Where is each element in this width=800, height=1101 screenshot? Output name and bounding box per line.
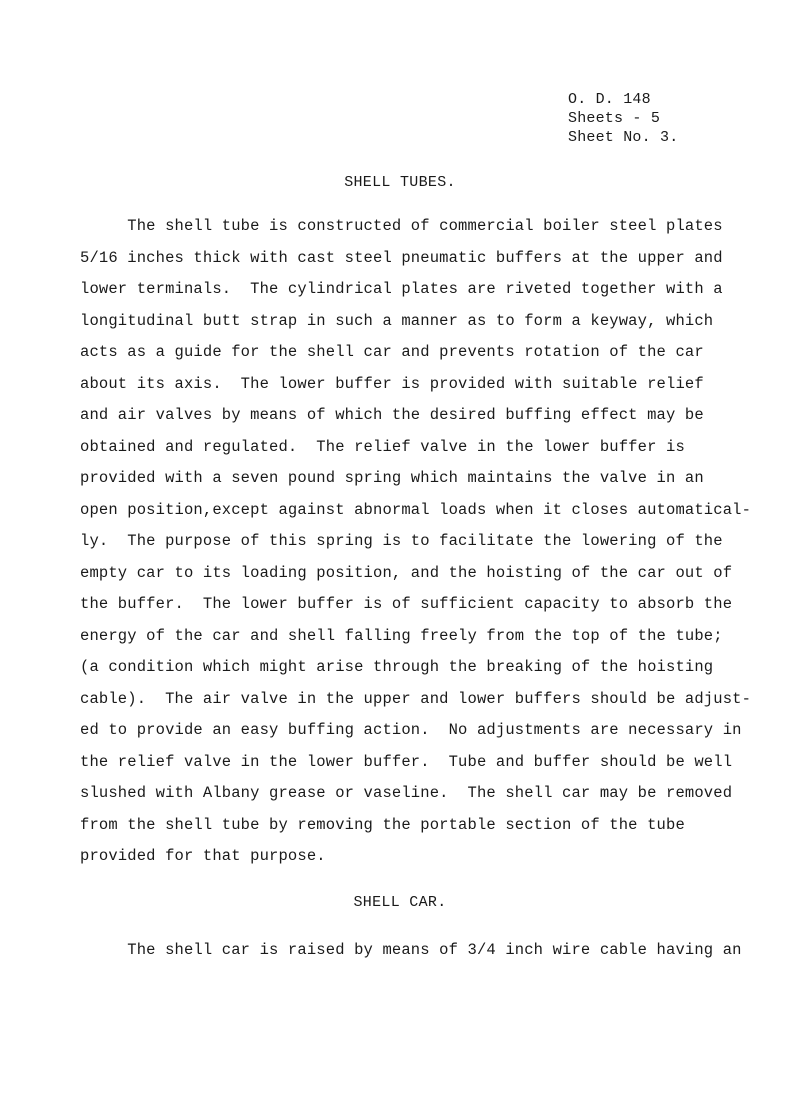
body-line: provided with a seven pound spring which maintains the valve in an — [80, 469, 704, 487]
sheet-count: Sheets - 5 — [568, 110, 661, 127]
body-line: The shell tube is constructed of commercial boiler steel plates — [80, 217, 723, 235]
document-number: O. D. 148 — [568, 91, 651, 108]
body-line: The shell car is raised by means of 3/4 inch wire cable having an — [80, 941, 742, 959]
body-line: provided for that purpose. — [80, 847, 326, 865]
body-line: acts as a guide for the shell car and prevents rotation of the car — [80, 343, 704, 361]
section-body-shell-tubes — [80, 211, 780, 873]
body-line: lower terminals. The cylindrical plates are riveted together with a — [80, 280, 723, 298]
body-line: about its axis. The lower buffer is provided with suitable relief — [80, 374, 704, 393]
body-line: empty car to its loading position, and the hoisting of the car out of — [80, 563, 733, 582]
body-line: longitudinal butt strap in such a manner as to form a keyway, which — [80, 311, 714, 330]
body-line: 5/16 inches thick with cast steel pneumatic buffers at the upper and — [80, 248, 723, 267]
body-line: (a condition which might arise through the breaking of the hoisting — [80, 658, 714, 676]
body-line: the relief valve in the lower buffer. Tube and buffer should be well — [80, 752, 733, 771]
body-line: slushed with Albany grease or vaseline. The shell car may be removed — [80, 784, 733, 802]
body-line: from the shell tube by removing the portable section of the tube — [80, 815, 685, 834]
section-body-shell-car — [80, 935, 780, 967]
body-line: cable). The air valve in the upper and lower buffers should be adjust- — [80, 689, 752, 708]
section-title-shell-tubes: SHELL TUBES. — [344, 174, 456, 191]
section-title-shell-car: SHELL CAR. — [353, 894, 447, 911]
body-line: ed to provide an easy buffing action. No adjustments are necessary in — [80, 721, 742, 739]
body-line: open position,except against abnormal loads when it closes automatical- — [80, 500, 752, 519]
document-reference-header — [568, 90, 768, 147]
sheet-number: Sheet No. 3. — [568, 129, 679, 146]
body-line: ly. The purpose of this spring is to facilitate the lowering of the — [80, 532, 723, 550]
body-line: and air valves by means of which the desired buffing effect may be — [80, 406, 704, 424]
body-line: the buffer. The lower buffer is of sufficient capacity to absorb the — [80, 595, 733, 613]
body-line: energy of the car and shell falling freely from the top of the tube; — [80, 626, 723, 645]
body-line: obtained and regulated. The relief valve in the lower buffer is — [80, 437, 685, 456]
